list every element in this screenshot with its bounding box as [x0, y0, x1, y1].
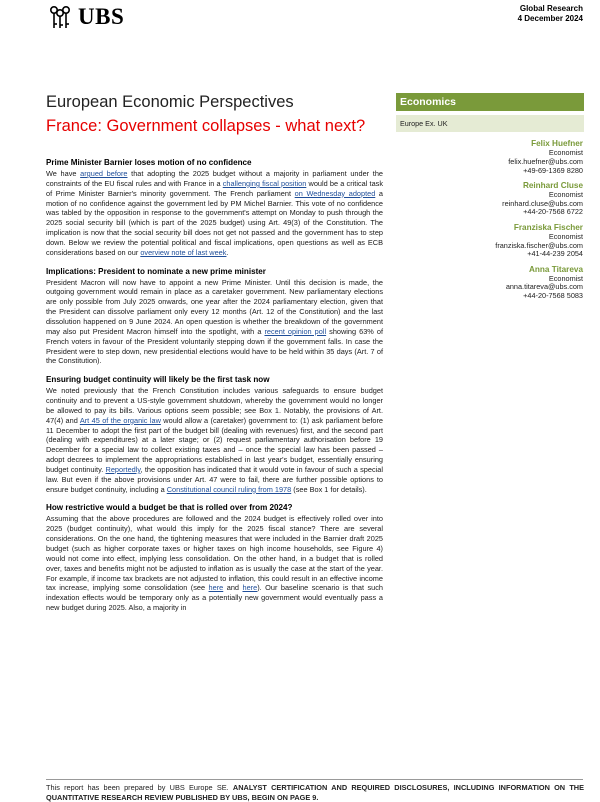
section-heading-new-prime-minister: Implications: President to nominate a new prime minister	[46, 266, 266, 276]
disclosure-footer	[46, 783, 584, 802]
author-role: Economist	[548, 273, 583, 283]
body-text: would be a critical task of Prime Minister Barnier's minority government. The French parliament	[46, 178, 384, 198]
logo-wordmark: UBS	[78, 4, 125, 29]
body-text: We noted previously that the French Constitution includes various safeguards to ensure budget continuity and to prevent a US-style government shutdown, whereby the government would no longer be allowed to pay its bills. Various options seem possible; see Box 1. Notably, the provisions of Art. 47(4) and	[46, 386, 383, 425]
author-card	[495, 139, 583, 175]
page-subtitle: France: Government collapses - what next?	[46, 117, 366, 135]
link-here-2[interactable]: here	[242, 583, 258, 593]
link-on-wednesday-adopted[interactable]: on Wednesday adopted	[294, 188, 376, 198]
author-role: Economist	[548, 189, 583, 199]
body-text: would allow a (caretaker) government to: (1) ask parliament before 11 December to adopt the first part of the budget bill (dealing with revenues) first, and the second part (dealing with expenditures) at a later stage; or (2) request parliamentary authorisation before 19 December for a special law to collect existing taxes and – once the special law has been passed – adopt decrees to implement the appropriations established in last year's budget, essentially ensuring budget continuity.	[46, 415, 383, 474]
author-name: Felix Huefner	[531, 139, 583, 148]
body-text: that adopting the 2025 budget without a majority in parliament under the constraints of the EU fiscal rules and with France in a	[46, 169, 383, 188]
author-phone: +49-69-1369 8280	[523, 165, 583, 175]
author-role: Economist	[548, 231, 583, 241]
sidebar-region-label: Europe Ex. UK	[396, 115, 584, 132]
series-label: Global Research	[519, 4, 583, 13]
body-text: a motion of no confidence against the government led by PM Michel Barnier. This vote of no confidence was tabled by the opposition in response to the government's attempt on Monday to push through the 2025 social security bill (which is part of the 2025 budget) using Art. 49(3) of the Constitution. The implication is now that the social security bill does not get not passed and the government has to step down. Below we review the potential political and fiscal implications, open questions as well as ECB considerations based on our	[46, 188, 384, 257]
author-name: Anna Titareva	[529, 264, 583, 274]
link-overview-note[interactable]: overview note of last week	[140, 247, 227, 257]
body-text: President Macron will now have to appoint a new Prime Minister. Until this decision is made, the outgoing government would remain in place as a caretaker government. New parliamentary elections are only possible from July 2025 onwards, one year after the 2024 parliamentary election, given that the President can dissolve parliament only every 12 months (Art. 12 of the Constitution) and the last dissolution happened on 9 June 2024. An open question is whether the breakdown of the government may also put President Macron himself into the spotlight, with a	[46, 277, 383, 336]
page-title: European Economic Perspectives	[46, 93, 294, 111]
section-paragraph-new-prime-minister	[46, 278, 383, 367]
author-phone: +44-20-7568 5083	[523, 291, 583, 301]
author-card	[495, 265, 583, 301]
link-argued-before[interactable]: argued before	[80, 169, 128, 178]
article-body	[46, 158, 383, 622]
author-name: Reinhard Cluse	[522, 180, 583, 190]
author-phone: +44-20-7568 6722	[523, 207, 583, 217]
section-paragraph-restrictive-budget	[46, 514, 383, 612]
footer-disclosure-caps: ANALYST CERTIFICATION AND REQUIRED DISCLOSURES, INCLUDING INFORMATION ON THE QUANTITATIVE RESEARCH REVIEW PUBLISHED BY UBS, BEGIN ON PAGE 9.	[46, 783, 585, 802]
author-name: Franziska Fischer	[513, 222, 583, 232]
link-organic-law[interactable]: Art 45 of the organic law	[79, 415, 161, 425]
ubs-logo	[46, 4, 124, 30]
ubs-keys-icon	[46, 4, 74, 30]
section-paragraph-budget-continuity	[46, 386, 383, 494]
body-text: We have	[46, 169, 81, 178]
body-text: showing 63% of French voters in favour of the President voluntarily stepping down if the government falls. In case the President were to step down, new presidential elections would have to be held within 35 days (Art. 7 of the Constitution).	[46, 326, 384, 366]
report-date: 4 December 2024	[517, 14, 583, 23]
author-email[interactable]: reinhard.cluse@ubs.com	[502, 198, 583, 208]
section-heading-restrictive-budget: How restrictive would a budget be that is rolled over from 2024?	[46, 503, 293, 513]
body-text: .	[226, 247, 229, 257]
link-reportedly[interactable]: Reportedly	[105, 464, 141, 474]
author-phone: +41-44-239 2054	[527, 249, 583, 259]
body-text: , the opposition has indicated that it would vote in favour of such a special law. But even if the above provisions under Art. 47 were to fail, there are further possible options to ensure budget continuity, including a	[46, 464, 383, 494]
section-heading-no-confidence: Prime Minister Barnier loses motion of no confidence	[46, 158, 252, 167]
link-constitutional-council-ruling[interactable]: Constitutional council ruling from 1978	[166, 484, 292, 494]
section-heading-budget-continuity: Ensuring budget continuity will likely be the first task now	[46, 375, 270, 385]
footer-text: This report has been prepared by UBS Europe SE.	[46, 783, 233, 792]
author-email[interactable]: anna.titareva@ubs.com	[505, 282, 583, 292]
body-text: Assuming that the above procedures are followed and the 2024 budget is effectively rolled over into 2025 (budget continuity), what would this imply for the 2025 fiscal stance? There are several considerations. On the one hand, the tightening measures that were included in the Barnier draft 2025 budget (such as higher corporate taxes or higher taxes on high income households, see Figure 4) would not come into effect, implying less consolidation. On the other hand, in a budget that is rolled over, taxes and benefits might not be adjusted to inflation as is usually the case at the start of the year. For example, if income tax brackets are not adjusted to inflation, this could result in an effective income tax increase, implying some consolidation (see	[46, 514, 383, 593]
link-challenging-fiscal-position[interactable]: challenging fiscal position	[222, 178, 307, 188]
author-role: Economist	[548, 148, 583, 157]
link-here-1[interactable]: here	[208, 583, 224, 593]
author-email[interactable]: felix.huefner@ubs.com	[508, 156, 583, 166]
footer-divider	[46, 779, 583, 780]
section-paragraph-no-confidence	[46, 169, 383, 258]
author-card	[495, 181, 583, 217]
author-list	[495, 139, 583, 307]
report-header	[518, 4, 583, 24]
author-card	[495, 223, 583, 259]
body-text: (see Box 1 for details).	[291, 484, 367, 494]
link-recent-opinion-poll[interactable]: recent opinion poll	[264, 326, 327, 336]
sidebar-section-label: Economics	[396, 93, 584, 111]
body-text: ). Our baseline scenario is that such indexation effects would be temporary only as a potentially new government would eventually pass a new budget during 2025. Also, a majority in	[46, 583, 383, 613]
body-text: and	[223, 583, 243, 593]
author-email[interactable]: franziska.fischer@ubs.com	[495, 240, 583, 250]
